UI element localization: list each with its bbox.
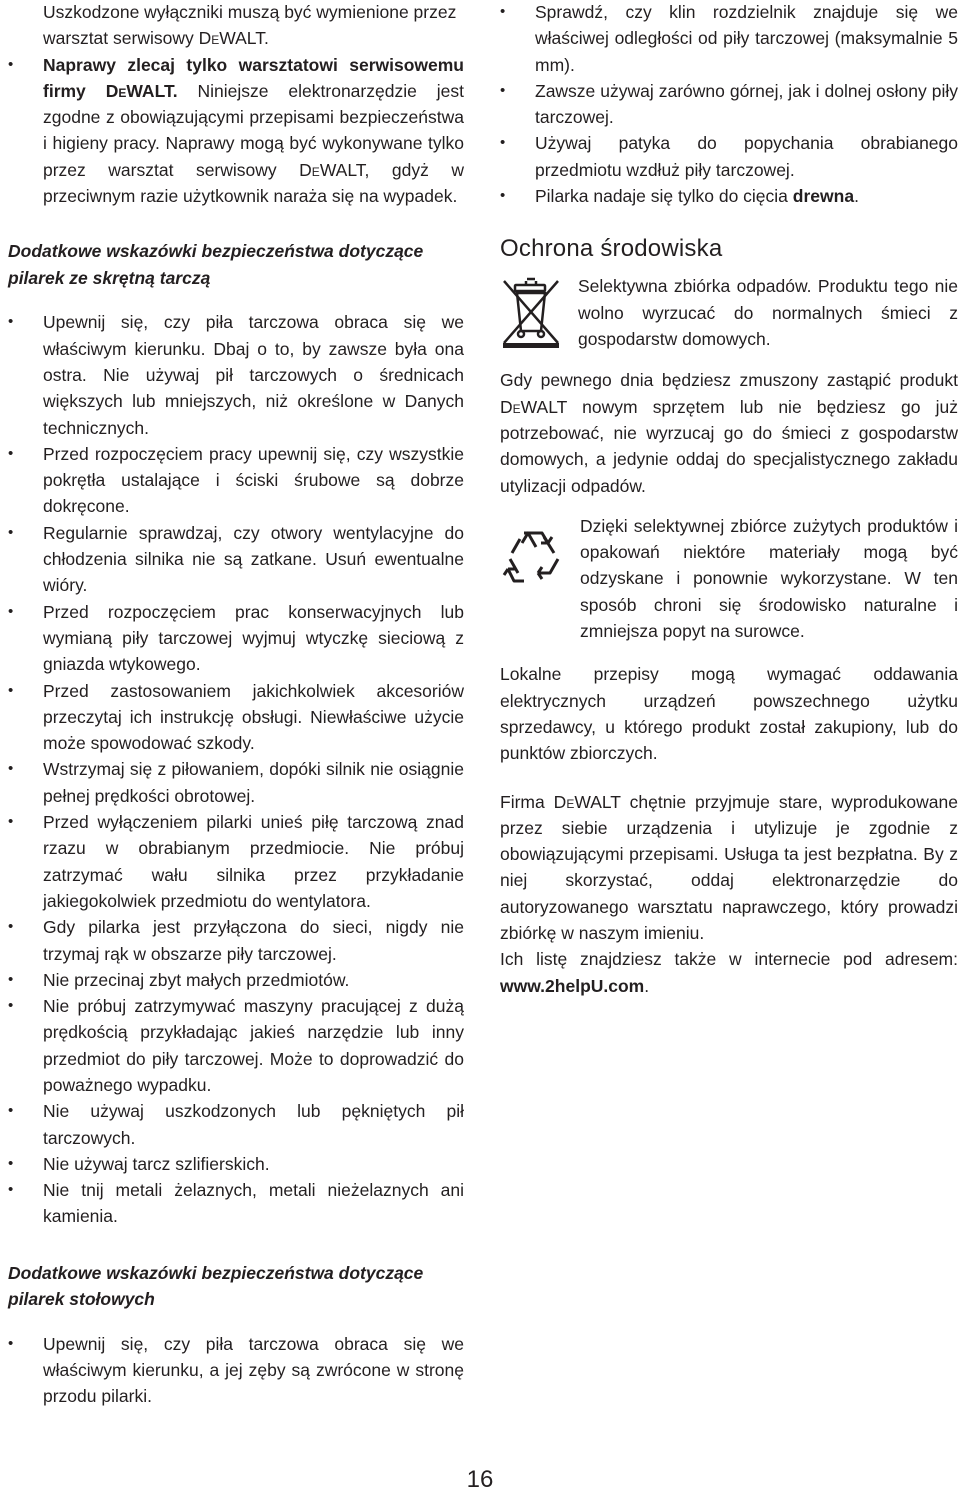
disposal-text-post: WALT nowym sprzętem lub nie będziesz go już potrzebować, nie wyrzucaj go do śmieci z gospodarstw domowych, a jedynie oddaj do specjalistycznego zakładu utylizacji odpadów. xyxy=(500,396,958,496)
list-item: • Używaj patyka do popychania obrabianego przedmiotu wzdłuż piły tarczowej. xyxy=(500,130,958,183)
repair-bold-sc: e xyxy=(118,80,127,101)
section-heading-table-saw: Dodatkowe wskazówki bezpieczeństwa dotyczące pilarek stołowych xyxy=(8,1262,424,1310)
right-column xyxy=(500,0,958,999)
repair-bold-pre: Naprawy zlecaj tylko warsztatowi serwisowemu firmy D xyxy=(43,54,464,101)
repair-bold-post: WALT. xyxy=(126,80,178,101)
last-item-text: Pilarka nadaje się tylko do cięcia xyxy=(535,186,793,207)
list-item: • Sprawdź, czy klin rozdzielnik znajduje się we właściwej odległości od piły tarczowej (maksymalnie 5 mm). xyxy=(500,0,958,78)
local-regulations-paragraph: Lokalne przepisy mogą wymagać oddawania elektrycznych urządzeń powszechnego użytku sprzedawcy, u którego produkt został zakupiony, lub do punktów zbiorczych. xyxy=(500,664,958,764)
recycle-text: Dzięki selektywnej zbiórce zużytych produktów i opakowań niektóre materiały mogą być odzyskane i ponownie wykorzystane. W ten sposób chroni się środowisko naturalne i zmniejsza popyt na surowce. xyxy=(580,515,958,642)
takeback-text-pre: Firma D xyxy=(500,791,567,812)
list-item: • Gdy pilarka jest przyłączona do sieci, nigdy nie trzymaj rąk w obszarze piły tarczowej. xyxy=(8,914,464,967)
website-paragraph xyxy=(500,946,958,999)
brand-suffix: WALT. xyxy=(219,28,269,49)
website-period: . xyxy=(644,975,650,996)
list-item: • Upewnij się, czy piła tarczowa obraca się we właściwym kierunku, a jej zęby są zwrócone w stronę przodu pilarki. xyxy=(8,1331,464,1410)
intro-text xyxy=(8,0,464,52)
list-item: • Nie tnij metali żelaznych, metali nieżelaznych ani kamienia. xyxy=(8,1177,464,1230)
takeback-paragraph xyxy=(500,789,958,947)
takeback-text-post: WALT chętnie przyjmuje stare, wyprodukowane przez siebie urządzenia i utylizuje je zgodnie z obowiązującymi przepisami. Usługa ta jest bezpłatna. By z niej skorzystać, oddaj elektronarzędzie do autoryzowanego warsztatu naprawczego, który prowadzi zbiórkę w naszym imieniu. xyxy=(500,791,959,944)
crossed-out-bin-icon xyxy=(500,273,564,354)
last-item-bold: drewna xyxy=(792,186,855,207)
repair-text-2: WALT, gdyż w przeciwnym razie użytkownik naraża się na wypadek. xyxy=(43,159,464,207)
intro-line-2: warsztat serwisowy D xyxy=(43,28,212,49)
list-item: • Nie używaj uszkodzonych lub pękniętych pił tarczowych. xyxy=(8,1098,464,1151)
bin-text: Selektywna zbiórka odpadów. Produktu tego nie wolno wyrzucać do normalnych śmieci z gospodarstw domowych. xyxy=(578,276,958,349)
repair-text-1: Niniejsze elektronarzędzie jest zgodne z obowiązującymi przepisami bezpieczeństwa i higieny pracy. Naprawy mogą być wykonywane tylko przez warsztat serwisowy D xyxy=(43,80,464,180)
bullet-list-right xyxy=(500,0,958,209)
website-text: Ich listę znajdziesz także w internecie pod adresem: xyxy=(500,949,958,970)
list-item: • Przed zastosowaniem jakichkolwiek akcesoriów przeczytaj ich instrukcję obsługi. Niewłaściwe użycie może spowodować szkody. xyxy=(8,678,464,757)
list-item: • Nie przecinaj zbyt małych przedmiotów. xyxy=(8,967,464,993)
last-item-period: . xyxy=(854,186,859,207)
page-number: 16 xyxy=(466,1466,494,1493)
list-item: • Regularnie sprawdzaj, czy otwory wentylacyjne do chłodzenia silnika nie są zatkane. Usuń ewentualne wióry. xyxy=(8,520,464,599)
website-link[interactable]: www.2helpU.com xyxy=(500,975,645,996)
list-item: • Wstrzymaj się z piłowaniem, dopóki silnik nie osiągnie pełnej prędkości obrotowej. xyxy=(8,756,464,809)
list-item: • Przed rozpoczęciem prac konserwacyjnych lub wymianą piły tarczowej wyjmuj wtyczkę sieciową z gniazda wtykowego. xyxy=(8,599,464,678)
intro-line-1: Uszkodzone wyłączniki muszą być wymienione przez xyxy=(43,2,457,22)
takeback-sc: e xyxy=(566,791,575,812)
brand-smallcaps: e xyxy=(211,28,220,49)
repair-sc: e xyxy=(311,159,320,180)
list-item xyxy=(500,183,958,209)
disposal-text-pre: Gdy pewnego dnia będziesz zmuszony zastąpić produkt D xyxy=(500,370,958,417)
list-item: • Upewnij się, czy piła tarczowa obraca się we właściwym kierunku. Dbaj o to, by zawsze była ona ostra. Nie używaj pił tarczowych o średnicach większych lub mniejszych, niż określone w Danych technicznych. xyxy=(8,309,464,440)
bin-notice xyxy=(500,273,958,354)
list-item: • Zawsze używaj zarówno górnej, jak i dolnej osłony piły tarczowej. xyxy=(500,78,958,131)
repair-bullet xyxy=(8,52,464,210)
section-heading-environment: Ochrona środowiska xyxy=(500,235,723,263)
list-item: • Przed rozpoczęciem pracy upewnij się, czy wszystkie pokrętła ustalające i ściski śrubowe są dobrze dokręcone. xyxy=(8,441,464,520)
bullet-list-twist-saw xyxy=(8,309,464,1229)
disposal-paragraph xyxy=(500,367,958,498)
recycle-notice xyxy=(500,513,958,644)
list-item: • Nie używaj tarcz szlifierskich. xyxy=(8,1151,464,1177)
bullet-list-table-saw xyxy=(8,1331,464,1410)
left-column xyxy=(8,0,464,1410)
recycle-icon xyxy=(500,513,566,644)
disposal-sc: e xyxy=(512,396,521,417)
list-item: • Przed wyłączeniem pilarki unieś piłę tarczową znad rzazu w obrabianym przedmiocie. Nie próbuj zatrzymać wału silnika przez przykładanie jakiegokolwiek przedmiotu do wentylatora. xyxy=(8,809,464,914)
list-item: • Nie próbuj zatrzymywać maszyny pracującej z dużą prędkością przykładając jakieś narzędzie lub inny przedmiot do piły tarczowej. Może to doprowadzić do poważnego wypadku. xyxy=(8,993,464,1098)
section-heading-twist-saw: Dodatkowe wskazówki bezpieczeństwa dotyczące pilarek ze skrętną tarczą xyxy=(8,241,424,288)
